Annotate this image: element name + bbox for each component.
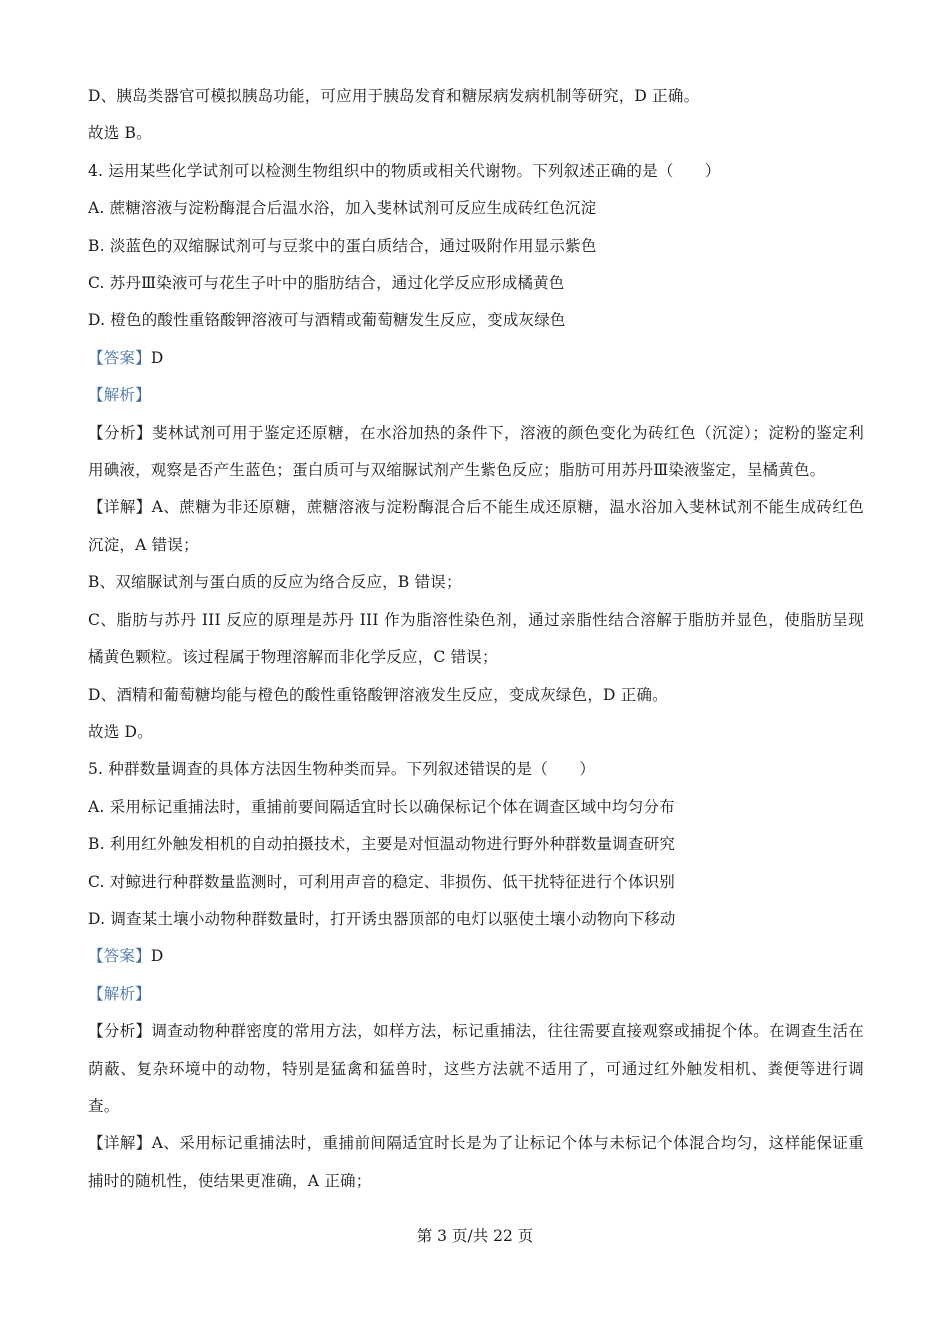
q4-analysis-tag: 【解析】 — [88, 386, 151, 405]
q4-stem: 4. 运用某些化学试剂可以检测生物组织中的物质或相关代谢物。下列叙述正确的是（ ） — [88, 161, 721, 180]
q4-analysis-heading — [88, 377, 864, 414]
q5-option-c: C. 对鲸进行种群数量监测时，可利用声音的稳定、非损伤、低干扰特征进行个体识别 — [88, 872, 675, 891]
q5-fenxi-tag: 【分析】 — [88, 1022, 152, 1041]
document-page — [88, 78, 864, 1200]
q4-answer — [88, 340, 864, 377]
q5-analysis-heading — [88, 976, 864, 1013]
q4-option-c: C. 苏丹Ⅲ染液可与花生子叶中的脂肪结合，通过化学反应形成橘黄色 — [88, 274, 565, 293]
page-number-footer: 第 3 页/共 22 页 — [416, 1227, 534, 1245]
q4-final-choice: 故选 D。 — [88, 722, 153, 741]
q5-xiangjie-tag: 【详解】 — [88, 1134, 152, 1153]
q4-xiangjie-a — [88, 489, 864, 564]
q3-option-d-explanation: D、胰岛类器官可模拟胰岛功能，可应用于胰岛发育和糖尿病发病机制等研究，D 正确。 — [88, 87, 700, 105]
q4-fenxi-text: 斐林试剂可用于鉴定还原糖，在水浴加热的条件下，溶液的颜色变化为砖红色（沉淀）；淀粉的鉴定利用碘液，观察是否产生蓝色；蛋白质可与双缩脲试剂产生紫色反应；脂肪可用苏丹Ⅲ染液鉴定，呈橘黄色。 — [88, 423, 864, 480]
q5-option-d: D. 调查某土壤小动物种群数量时，打开诱虫器顶部的电灯以驱使土壤小动物向下移动 — [88, 909, 676, 928]
q4-fenxi-tag: 【分析】 — [88, 423, 153, 442]
q5-xiangjie-a — [88, 1125, 864, 1200]
q4-option-d: D. 橙色的酸性重铬酸钾溶液可与酒精或葡萄糖发生反应，变成灰绿色 — [88, 311, 566, 330]
q5-analysis-tag: 【解析】 — [88, 984, 151, 1003]
q5-xiangjie-a-text: A、采用标记重捕法时，重捕前间隔适宜时长是为了让标记个体与未标记个体混合均匀，这样能保证重捕时的随机性，使结果更准确，A 正确； — [88, 1134, 864, 1190]
q4-fenxi — [88, 415, 864, 490]
q4-answer-value: D — [150, 348, 164, 367]
q4-xiangjie-a-text: A、蔗糖为非还原糖，蔗糖溶液与淀粉酶混合后不能生成还原糖，温水浴加入斐林试剂不能生成砖红色沉淀，A 错误； — [88, 498, 864, 554]
q3-final-choice: 故选 B。 — [88, 124, 152, 143]
q4-xiangjie-b: B、双缩脲试剂与蛋白质的反应为络合反应，B 错误； — [88, 573, 462, 592]
q5-stem: 5. 种群数量调查的具体方法因生物种类而异。下列叙述错误的是（ ） — [88, 760, 596, 779]
q4-option-a: A. 蔗糖溶液与淀粉酶混合后温水浴，加入斐林试剂可反应生成砖红色沉淀 — [88, 199, 597, 218]
q4-option-b: B. 淡蓝色的双缩脲试剂可与豆浆中的蛋白质结合，通过吸附作用显示紫色 — [88, 236, 597, 255]
q4-xiangjie-c: C、脂肪与苏丹 III 反应的原理是苏丹 III 作为脂溶性染色剂，通过亲脂性结合溶解于脂肪并显色，使脂肪呈现橘黄色颗粒。该过程属于物理溶解而非化学反应，C 错误； — [88, 610, 864, 667]
q5-fenxi-text: 调查动物种群密度的常用方法，如样方法，标记重捕法，往往需要直接观察或捕捉个体。在调查生活在荫蔽、复杂环境中的动物，特别是猛禽和猛兽时，这些方法就不适用了，可通过红外触发相机、粪便等进行调查。 — [88, 1022, 864, 1115]
q4-answer-tag: 【答案】 — [88, 348, 151, 367]
q5-fenxi — [88, 1013, 864, 1125]
q5-answer-tag: 【答案】 — [88, 947, 151, 966]
q5-answer-value: D — [150, 947, 164, 966]
q4-xiangjie-tag: 【详解】 — [88, 498, 152, 517]
q4-xiangjie-d: D、酒精和葡萄糖均能与橙色的酸性重铬酸钾溶液发生反应，变成灰绿色，D 正确。 — [88, 685, 668, 704]
q5-answer — [88, 938, 864, 975]
q5-option-b: B. 利用红外触发相机的自动拍摄技术，主要是对恒温动物进行野外种群数量调查研究 — [88, 835, 676, 854]
q5-option-a: A. 采用标记重捕法时，重捕前要间隔适宜时长以确保标记个体在调查区域中均匀分布 — [88, 797, 675, 816]
